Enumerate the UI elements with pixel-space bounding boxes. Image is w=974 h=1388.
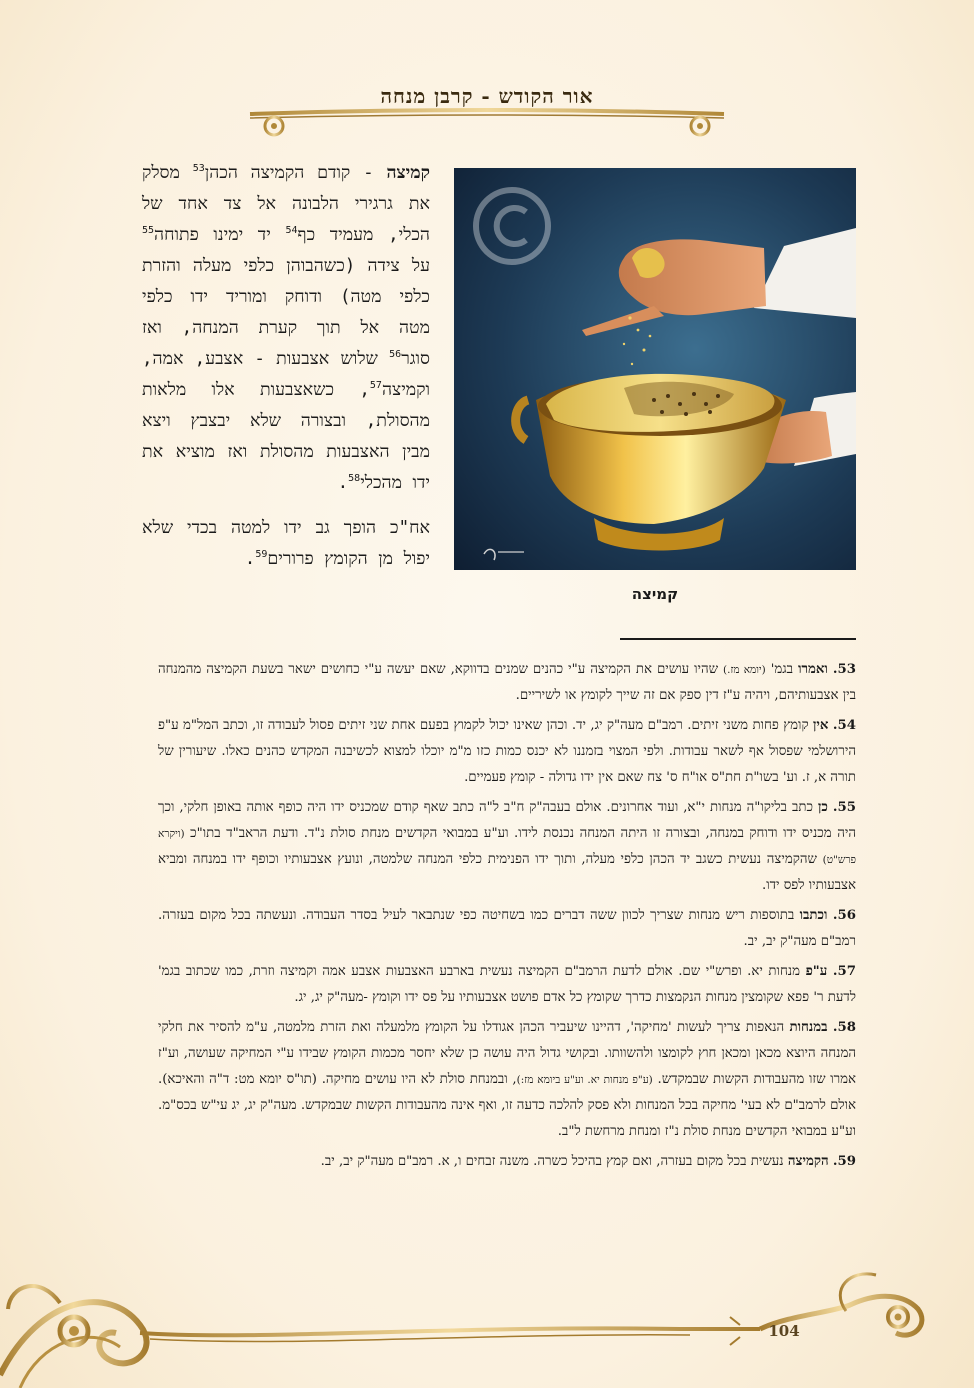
footnote-ref: 59	[255, 549, 268, 561]
header-ornament	[240, 104, 734, 140]
figure-caption: קמיצה	[631, 585, 679, 603]
page-number: 104	[768, 1322, 800, 1340]
footnote-source: (יומא מז.)	[723, 664, 766, 676]
footnote-lead: הקמיצה	[787, 1154, 829, 1169]
footnote-58	[158, 1015, 856, 1145]
footnote-lead: ואמרו	[798, 662, 828, 677]
footnote-55	[158, 795, 856, 899]
footnote-number: 58.	[832, 1020, 856, 1035]
footnote-lead: במנחות	[789, 1020, 828, 1035]
footnote-text: נעשית בכל מקום בעזרה, ואם קמץ בהיכל כשרה. משנה זבחים ו, א. רמב"ם מעה"ק יב, יב.	[320, 1154, 788, 1169]
text-span: .	[337, 473, 349, 493]
text-span: אח"כ הופך גב ידו למטה בכדי שלא יפול מן הקומץ פרורים	[142, 518, 430, 569]
term-kemitza: קמיצה	[386, 163, 430, 183]
text-span: , כשאצבעות אלו מלאות מהסולת, ובצורה שלא יבצבץ ויצא מבין האצבעות מהסולת ואז מוציא את ידו מהכלי	[142, 380, 430, 493]
footer-ornament	[0, 1255, 974, 1388]
footnote-ref: 54	[285, 225, 298, 237]
paragraph-1	[142, 158, 430, 499]
footnote-text: שהקמיצה נעשית כשגב יד הכהן כלפי מעלה, ותוך ידו הפנימית כלפי המנחה שלמטה, ונועץ אצבעותיו וכופף ידו במנחה ומביא אצבעותיו לפס ידו.	[158, 852, 856, 893]
text-span: על צידה (כשהבוהן כלפי מעלה והזרת כלפי מטה) ודוחק ומוריד ידו כלפי מטה אל תוך קערת המנחה, ואז סוגר	[142, 256, 430, 369]
footnote-text: בתוספות ריש מנחות שצריך לכוון ששה דברים כמו בשחיטה כפי שנתבאר לעיל בסדר העבודה. ונעשתה בכל מקום בעזרה. רמב"ם מעה"ק יב, יב.	[158, 908, 856, 949]
footnote-ref: 53	[192, 163, 205, 175]
footnote-lead: ע"פ	[805, 964, 828, 979]
text-span: .	[244, 549, 256, 569]
footnote-text: כתב בליקו"ה מנחות י"א, ועוד אחרונים. אולם בעבה"ק ח"ב ל"ה כתב שאף קודם שמכניס ידו היה כופף אותה באופן חלקי, וכך היה מכניס ידו ודוחק במנחה, ובצורה זו היתה המנחה נכנסת לידו. וע"ע במבואי הקדשים מנחת סולת נ"ד. ודעת הראב"ד בתו"כ	[158, 800, 856, 841]
text-span: שלוש אצבעות - אצבע, אמה, וקמיצה	[142, 349, 430, 400]
footnote-source: (ויקרא פרש"ט)	[158, 828, 856, 866]
footnote-ref: 55	[142, 225, 155, 237]
footnote-text: קומץ פחות משני זיתים. רמב"ם מעה"ק יג, יד. וכהן שאינו יכול לקמוץ בפעם אחת שני זיתים פסול לעבודה זו, וכתב המל"מ ע"פ הירושלמי שפסול אף לשאר עבודות. ולפי המצוי בזמננו לא יכנס כמות כזו מ"מ יוכלו למצוא לכשיבנה המקדש כהנים כאלו. שיעורין של תורה א, ז. וע' בשו"ת חת"ס או"ח ס' צח שאם אין ידו גדולה - קומץ פעמיים.	[158, 718, 856, 785]
footnote-number: 54.	[832, 718, 856, 733]
footnotes	[158, 657, 856, 1179]
footnote-53	[158, 657, 856, 709]
footnote-text: , ובמנחת סולת לא היו עושים מחיקה. (תו"ס יומא מט: ד"ה והאיכא). אולם לרמב"ם לא בעי' מחיקה בכל המנחות ולא פסק להלכה כדעה זו, ואף אינה מהעבודות הקשות שבמקדש. מעה"ק יג, יג עי"ש בכס"מ. וע"ע במבואי הקדשים מנחת סולת נ"ז ומנחת מרחשת ל"ב.	[158, 1072, 856, 1139]
header-title: אור הקודש - קרבן מנחה	[380, 84, 594, 108]
footnote-54	[158, 713, 856, 791]
footnote-lead: וכתבו	[799, 908, 828, 923]
footnote-lead: אין	[813, 718, 829, 733]
paragraph-2	[142, 513, 430, 575]
footnote-number: 55.	[832, 800, 856, 815]
footnote-text: בגמ'	[765, 662, 799, 677]
footnote-source: (ע"פ מנחות יא. וע"ע ביומא מז:)	[516, 1074, 653, 1086]
footnote-number: 59.	[832, 1154, 856, 1169]
footnote-text: מנחות יא. ופרש"י שם. אולם לדעת הרמב"ם הקמיצה נעשית בארבע האצבעות אצבע אמה וקמיצה וזרת, כמו שכתוב בגמ' לדעת ר' פפא שקומצין מנחות הנקמצות כדרך שקומץ כל אדם פושט אצבעותיו על פס ידו וקומץ -מעה"ק יג, יג.	[158, 964, 856, 1005]
footnote-57	[158, 959, 856, 1011]
footnote-number: 53.	[832, 662, 856, 677]
footnote-ref: 58	[348, 473, 361, 485]
footnote-59	[158, 1149, 856, 1175]
footnote-lead: כן	[817, 800, 828, 815]
footnote-ref: 57	[369, 380, 382, 392]
text-span: מסלק את גרגירי הלבונה אל צד אחד של הכלי, מעמיד כף	[142, 163, 430, 245]
text-span: - קודם הקמיצה הכהן	[204, 163, 387, 183]
footnote-text: שהיו עושים את הקמיצה ע"י כהנים שמנים בדווקא, שאם יעשה ע"י כחושים ישאר בשעת הקמיצה מהמנחה בין אצבעותיהם, ויהיה ע"ז דין ספק אם זה שייך לקומץ או לשיריים.	[158, 662, 856, 703]
footnote-divider	[620, 638, 856, 640]
footnote-ref: 56	[389, 349, 402, 361]
text-span: יד ימינו פתוחה	[154, 225, 286, 245]
kemitza-illustration	[454, 168, 856, 570]
footnote-number: 56.	[832, 908, 856, 923]
main-text	[142, 158, 430, 589]
footnote-text: הנאפות צריך לעשות 'מחיקה', דהיינו שיעביר הכהן אגודלו על הקומץ מלמעלה ואת הזרת מלמטה, ע"מ להסיר את חלקי המנחה היוצא מכאן ומכאן חוץ לקומצו ולהשוותו. ובקושי גדול היה עושה כן שלא יחסר מכמות הקומץ שבידו ע"י המחיקה שעושה, וע"ז אמרו שזו מהעבודות הקשות שבמקדש.	[158, 1020, 856, 1087]
footnote-56	[158, 903, 856, 955]
footnote-number: 57.	[832, 964, 856, 979]
